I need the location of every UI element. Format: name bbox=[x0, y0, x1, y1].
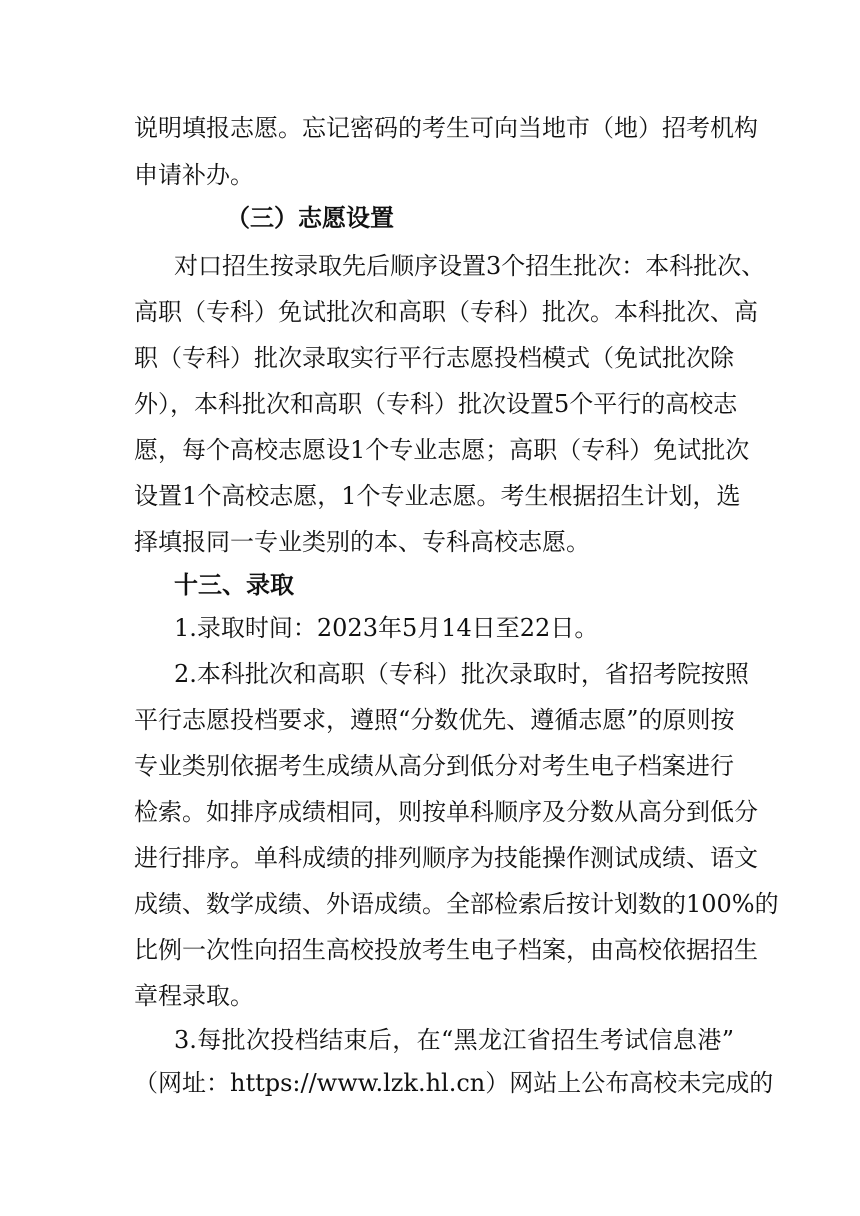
paragraph-line: 愿，每个高校志愿设1个专业志愿；高职（专科）免试批次 bbox=[134, 436, 750, 464]
paragraph-line: 说明填报志愿。忘记密码的考生可向当地市（地）招考机构 bbox=[134, 114, 758, 142]
paragraph-line: 择填报同一专业类别的本、专科高校志愿。 bbox=[134, 528, 590, 556]
paragraph-line: 2.本科批次和高职（专科）批次录取时，省招考院按照 bbox=[174, 660, 749, 688]
paragraph-line: 外），本科批次和高职（专科）批次设置5个平行的高校志 bbox=[134, 390, 738, 418]
paragraph-line: 比例一次性向招生高校投放考生电子档案，由高校依据招生 bbox=[134, 936, 758, 964]
paragraph-line: 1.录取时间：2023年5月14日至22日。 bbox=[174, 614, 599, 642]
paragraph-line: 检索。如排序成绩相同，则按单科顺序及分数从高分到低分 bbox=[134, 798, 758, 826]
paragraph-line: 对口招生按录取先后顺序设置3个招生批次：本科批次、 bbox=[174, 252, 766, 280]
paragraph-line: 设置1个高校志愿，1个专业志愿。考生根据招生计划，选 bbox=[134, 482, 741, 510]
section-heading: （三）志愿设置 bbox=[226, 204, 394, 232]
chapter-heading: 十三、录取 bbox=[174, 571, 294, 599]
paragraph-line: 3.每批次投档结束后，在“黑龙江省招生考试信息港” bbox=[174, 1026, 734, 1054]
paragraph-line: 专业类别依据考生成绩从高分到低分对考生电子档案进行 bbox=[134, 752, 734, 780]
paragraph-line: 平行志愿投档要求，遵照“分数优先、遵循志愿”的原则按 bbox=[134, 706, 735, 734]
paragraph-line: 成绩、数学成绩、外语成绩。全部检索后按计划数的100%的 bbox=[134, 890, 779, 918]
paragraph-line: 进行排序。单科成绩的排列顺序为技能操作测试成绩、语文 bbox=[134, 844, 758, 872]
paragraph-line: 申请补办。 bbox=[134, 161, 254, 189]
paragraph-line: 高职（专科）免试批次和高职（专科）批次。本科批次、高 bbox=[134, 298, 758, 326]
paragraph-line: 职（专科）批次录取实行平行志愿投档模式（免试批次除 bbox=[134, 344, 734, 372]
paragraph-line: 章程录取。 bbox=[134, 982, 254, 1010]
paragraph-line: （网址：https://www.lzk.hl.cn）网站上公布高校未完成的 bbox=[134, 1069, 774, 1097]
